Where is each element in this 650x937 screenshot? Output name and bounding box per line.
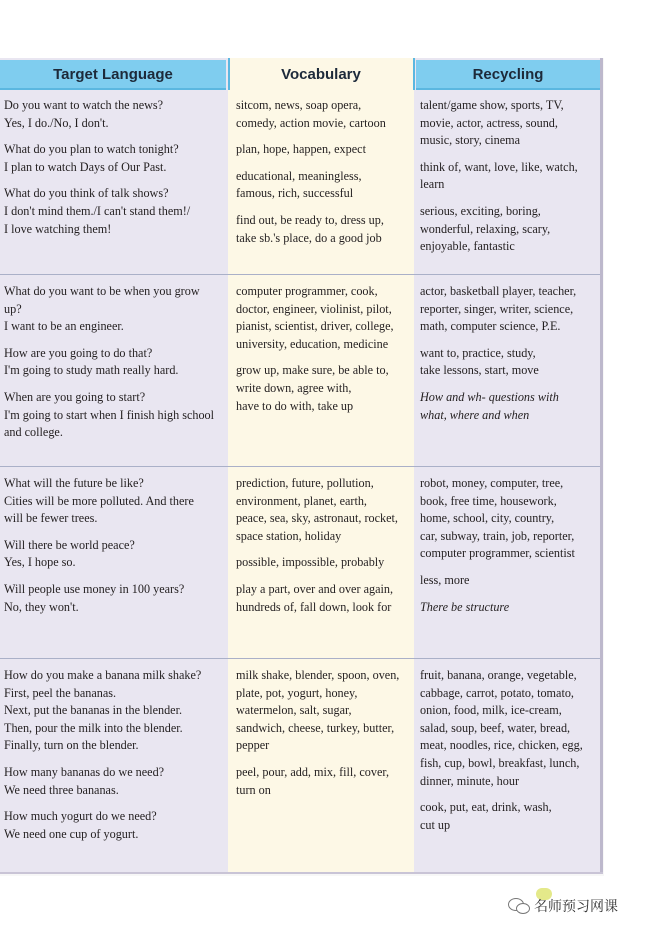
table-bottom-edge xyxy=(0,872,603,874)
table-right-edge xyxy=(600,58,603,872)
row-1-target-cell xyxy=(4,97,226,238)
row-2-target-item: What do you want to be when you grow up? I want to be an engineer. xyxy=(4,284,200,334)
row-2-target-item: When are you going to start? I'm going to start when I finish high school and college. xyxy=(4,389,215,440)
row-3-vocab-item: prediction, future, pollution, environment, planet, earth, peace, sea, sky, astronaut, rocket, space station, holiday xyxy=(236,476,398,543)
row-1-vocab-cell xyxy=(236,97,410,247)
header-recycling: Recycling xyxy=(416,60,600,90)
row-2-target-item: How are you going to do that? I'm going to study math really hard. xyxy=(4,345,179,378)
row-2-recycle-cell xyxy=(420,283,596,424)
row-1-recycle-item: talent/game show, sports, TV, movie, actor, actress, sound, music, story, cinema xyxy=(420,98,564,148)
row-2-vocab-item: grow up, make sure, be able to, write down, agree with, have to do with, take up xyxy=(236,363,389,413)
row-1-target-item-text: What do you plan to watch tonight? I plan to watch Days of Our Past. xyxy=(4,142,179,174)
row-1-vocab-item: educational, meaningless, famous, rich, successful xyxy=(236,168,362,201)
row-divider xyxy=(0,658,600,659)
row-3-vocab-item: possible, impossible, probably xyxy=(236,555,385,570)
row-3-vocab-item: play a part, over and over again, hundreds of, fall down, look for xyxy=(236,581,394,614)
row-1-vocab-item: sitcom, news, soap opera, comedy, action movie, cartoon xyxy=(236,98,386,130)
header-vocabulary: Vocabulary xyxy=(230,60,412,88)
row-4-target-item: How do you make a banana milk shake? First, peel the bananas. Next, put the bananas in the blender. Then, pour the milk into the blender. Finally, turn on the blender. xyxy=(4,668,202,753)
row-1-vocab-item: find out, be ready to, dress up, take sb.'s place, do a good job xyxy=(236,212,384,245)
row-4-vocab-item: milk shake, blender, spoon, oven, plate, pot, yogurt, honey, watermelon, salt, sugar, sandwich, cheese, turkey, butter, pepper xyxy=(236,668,400,753)
row-2-vocab-cell xyxy=(236,283,410,415)
row-4-recycle-cell xyxy=(420,667,596,834)
row-3-target-item: Will there be world peace? Yes, I hope so. xyxy=(4,537,135,570)
row-2-vocab-item: computer programmer, cook, doctor, engineer, violinist, pilot, pianist, scientist, driver, college, university, education, medicine xyxy=(236,284,394,351)
row-1-target-item: What do you think of talk shows? I don't mind them./I can't stand them!/ I love watching them! xyxy=(4,186,191,236)
row-2-target-cell xyxy=(4,283,226,442)
row-1-recycle-item: serious, exciting, boring, wonderful, relaxing, scary, enjoyable, fantastic xyxy=(420,203,551,254)
row-3-recycle-item: There be structure xyxy=(420,599,510,614)
row-3-recycle-item: less, more xyxy=(420,572,470,587)
row-1-recycle-item: think of, want, love, like, watch, learn xyxy=(420,159,578,192)
row-1-recycle-cell xyxy=(420,97,596,256)
row-3-vocab-cell xyxy=(236,475,410,616)
header-divider xyxy=(413,58,415,90)
row-divider xyxy=(0,274,600,275)
row-4-target-cell xyxy=(4,667,226,843)
row-3-target-item: Will people use money in 100 years? No, they won't. xyxy=(4,581,185,614)
row-4-target-item: How much yogurt do we need? We need one cup of yogurt. xyxy=(4,809,157,841)
watermark-text: 名师预习网课 xyxy=(534,899,618,915)
row-2-recycle-item: How and wh- questions with what, where and when xyxy=(420,389,559,422)
watermark xyxy=(508,896,618,916)
row-4-recycle-item: fruit, banana, orange, vegetable, cabbage, carrot, potato, tomato, onion, food, milk, ice-cream, salad, soup, beef, water, bread, meat, noodles, rice, chicken, egg, fish, cup, bowl, breakfast, lunch, dinner, minute, hour xyxy=(420,668,583,788)
row-3-recycle-cell xyxy=(420,475,596,616)
row-4-recycle-item: cook, put, eat, drink, wash, cut up xyxy=(420,800,552,832)
row-1-target-item xyxy=(4,141,226,176)
row-4-vocab-item: peel, pour, add, mix, fill, cover, turn on xyxy=(236,764,390,797)
row-3-recycle-item: robot, money, computer, tree, book, free time, housework, home, school, city, country, car, subway, train, job, reporter, computer programmer, scientist xyxy=(420,476,575,561)
row-1-vocab-item: plan, hope, happen, expect xyxy=(236,142,366,157)
row-2-recycle-item: actor, basketball player, teacher, reporter, singer, writer, science, math, computer science, P.E. xyxy=(420,284,577,334)
row-2-recycle-item: want to, practice, study, take lessons, start, move xyxy=(420,345,539,378)
row-4-target-item: How many bananas do we need? We need three bananas. xyxy=(4,764,165,797)
row-4-vocab-cell xyxy=(236,667,410,799)
row-3-target-cell xyxy=(4,475,226,616)
wechat-icon xyxy=(508,898,530,914)
row-1-target-item: Do you want to watch the news? Yes, I do./No, I don't. xyxy=(4,98,164,130)
header-target-language: Target Language xyxy=(0,60,226,90)
header-divider xyxy=(228,58,230,90)
row-divider xyxy=(0,466,600,467)
row-3-target-item: What will the future be like? Cities will be more polluted. And there will be fewer trees. xyxy=(4,476,194,526)
